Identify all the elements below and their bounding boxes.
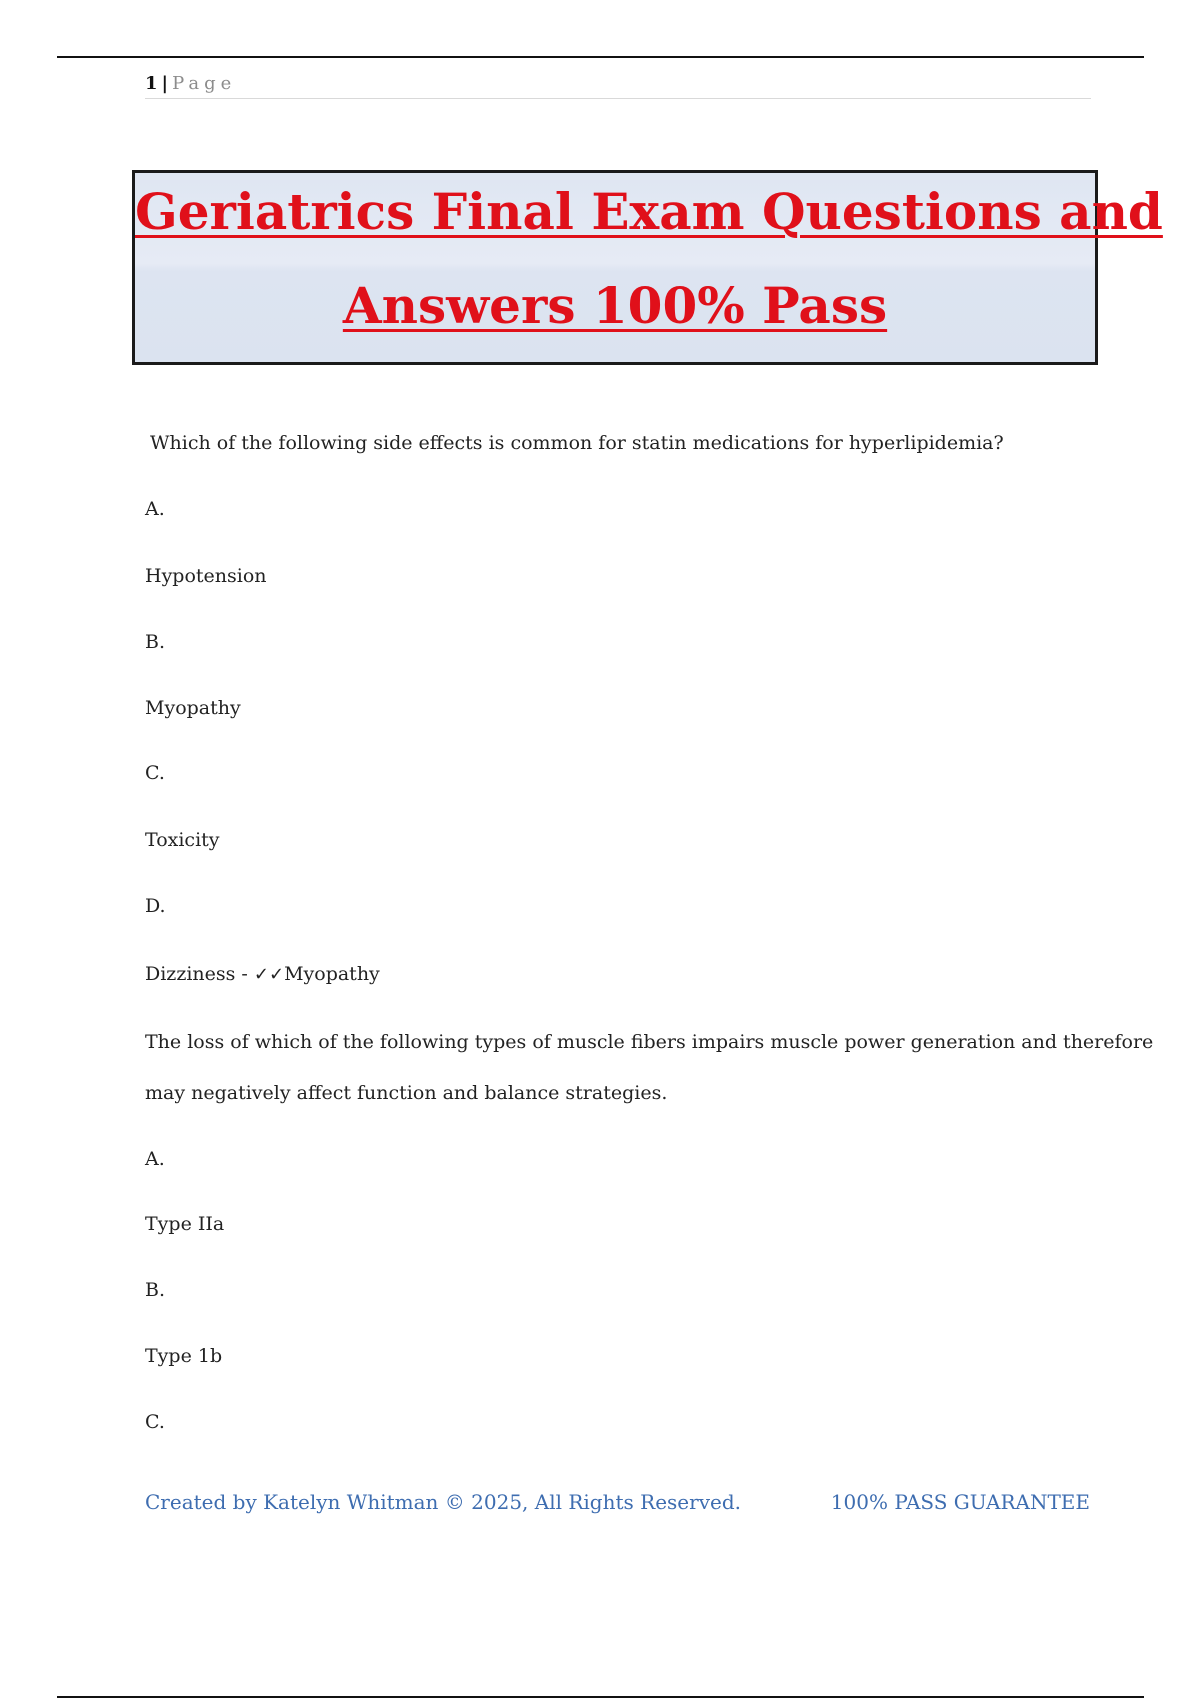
title-box (132, 170, 1163, 365)
question-2-option-a-letter: A. (145, 1148, 165, 1170)
page-separator: | (161, 73, 169, 94)
question-1-option-b-letter: B. (145, 631, 166, 653)
page-word: Page (172, 73, 237, 94)
question-1-prompt: Which of the following side effects is common for statin medications for hyperlipidemia? (150, 432, 1004, 454)
title-line-1: Geriatrics Final Exam Questions and (135, 182, 1163, 241)
question-1-answer: Myopathy (284, 963, 380, 985)
page-number: 1 (145, 73, 158, 94)
question-2-option-b-letter: B. (145, 1279, 166, 1301)
question-1-option-a-letter: A. (145, 498, 165, 520)
question-1-option-a-text: Hypotension (145, 565, 267, 587)
question-2-option-a-text: Type IIa (145, 1213, 225, 1235)
question-1-option-d-letter: D. (145, 895, 166, 917)
bottom-rule (57, 1696, 1144, 1698)
footer-guarantee: 100% PASS GUARANTEE (830, 1490, 1090, 1514)
question-2-option-c-letter: C. (145, 1411, 165, 1433)
question-2-option-b-text: Type 1b (145, 1345, 223, 1367)
check-mark-icon: ✓✓ (253, 964, 285, 985)
question-1-option-d-text: Dizziness - (145, 963, 254, 985)
top-rule (57, 56, 1144, 58)
question-1-answer-line (145, 961, 380, 988)
question-1-option-b-text: Myopathy (145, 697, 241, 719)
question-1-option-c-text: Toxicity (145, 829, 220, 851)
footer-copyright: Created by Katelyn Whitman © 2025, All Rights Reserved. (145, 1490, 741, 1514)
page-footer (145, 1490, 1090, 1520)
title-line-2: Answers 100% Pass (342, 276, 888, 335)
page-header (145, 72, 1091, 99)
question-2-prompt-line-2: may negatively affect function and balance strategies. (145, 1082, 668, 1104)
question-1-option-c-letter: C. (145, 762, 165, 784)
question-2-prompt-line-1: The loss of which of the following types of muscle fibers impairs muscle power generation and therefore (145, 1031, 1154, 1053)
